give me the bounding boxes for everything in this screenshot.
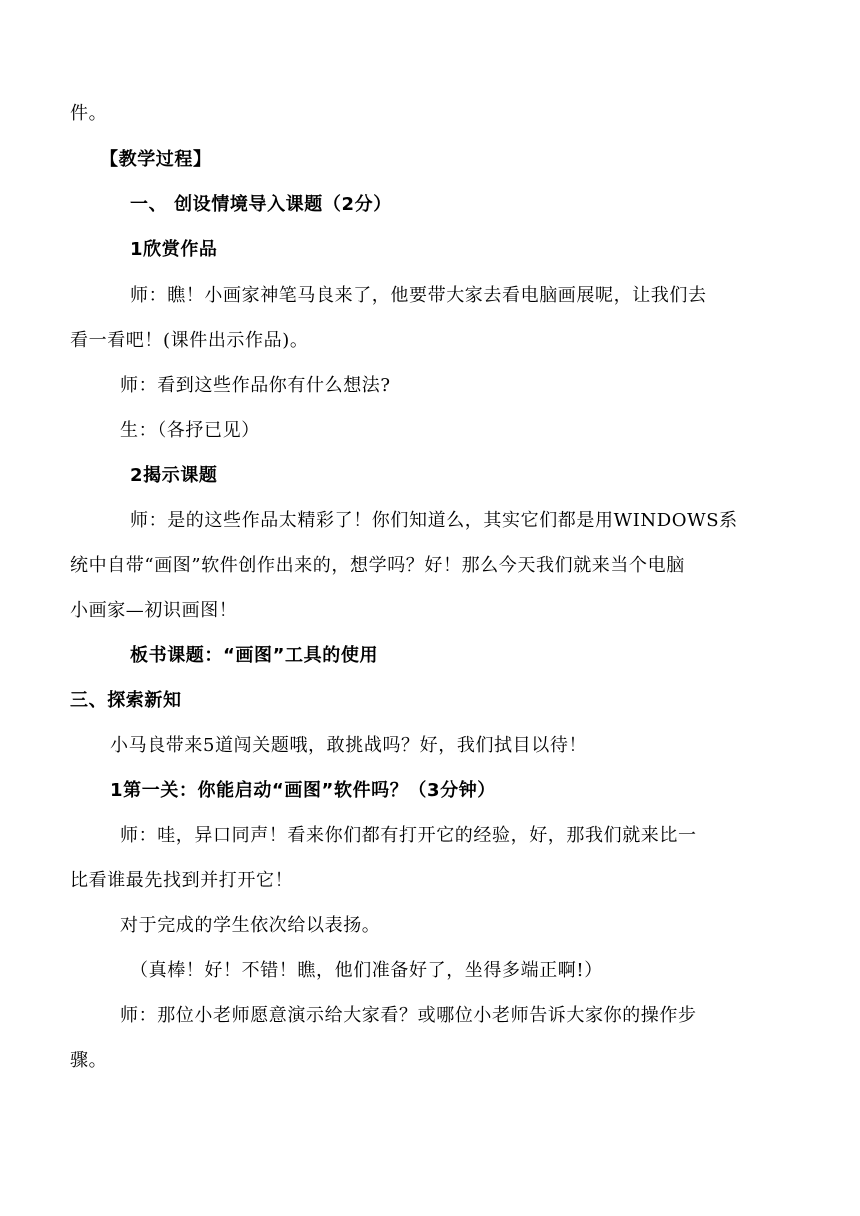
- paragraph-line: 看一看吧！(课件出示作品)。: [70, 330, 309, 351]
- subsection-heading-one: 一、 创设情境导入课题（2分）: [130, 194, 392, 215]
- paragraph-line: 件。: [70, 103, 108, 124]
- paragraph-line: 对于完成的学生依次给以表扬。: [120, 915, 381, 936]
- paragraph-line: （真棒！好！不错！瞧，他们准备好了，坐得多端正啊!）: [130, 960, 603, 981]
- section-heading-teaching-process: 【教学过程】: [100, 149, 212, 170]
- paragraph-line: 生：（各抒已见）: [120, 420, 260, 441]
- paragraph-line: 骤。: [70, 1050, 108, 1071]
- paragraph-line: 小画家—初识画图！: [70, 600, 238, 621]
- paragraph-line: 师：那位小老师愿意演示给大家看？或哪位小老师告诉大家你的操作步: [120, 1005, 697, 1026]
- paragraph-line: 小马良带来5道闯关题哦，敢挑战吗？好，我们拭目以待！: [110, 735, 588, 756]
- paragraph-line: 比看谁最先找到并打开它！: [70, 870, 294, 891]
- section-heading-explore: 三、探索新知: [70, 690, 182, 711]
- paragraph-line: 师：看到这些作品你有什么想法?: [120, 375, 391, 396]
- board-topic-heading: 板书课题：“画图”工具的使用: [130, 645, 379, 666]
- paragraph-line: 师：瞧！小画家神笔马良来了，他要带大家去看电脑画展呢，让我们去: [130, 285, 707, 306]
- step-heading-reveal-topic: 2揭示课题: [130, 465, 218, 486]
- paragraph-line: 师：是的这些作品太精彩了！你们知道么，其实它们都是用WINDOWS系: [130, 510, 738, 531]
- paragraph-line: 统中自带“画图”软件创作出来的，想学吗？好！那么今天我们就来当个电脑: [70, 555, 685, 576]
- step-heading-level-one: 1第一关：你能启动“画图”软件吗？（3分钟）: [110, 780, 496, 801]
- paragraph-line: 师：哇，异口同声！看来你们都有打开它的经验，好，那我们就来比一: [120, 825, 697, 846]
- step-heading-appreciate-works: 1欣赏作品: [130, 239, 218, 260]
